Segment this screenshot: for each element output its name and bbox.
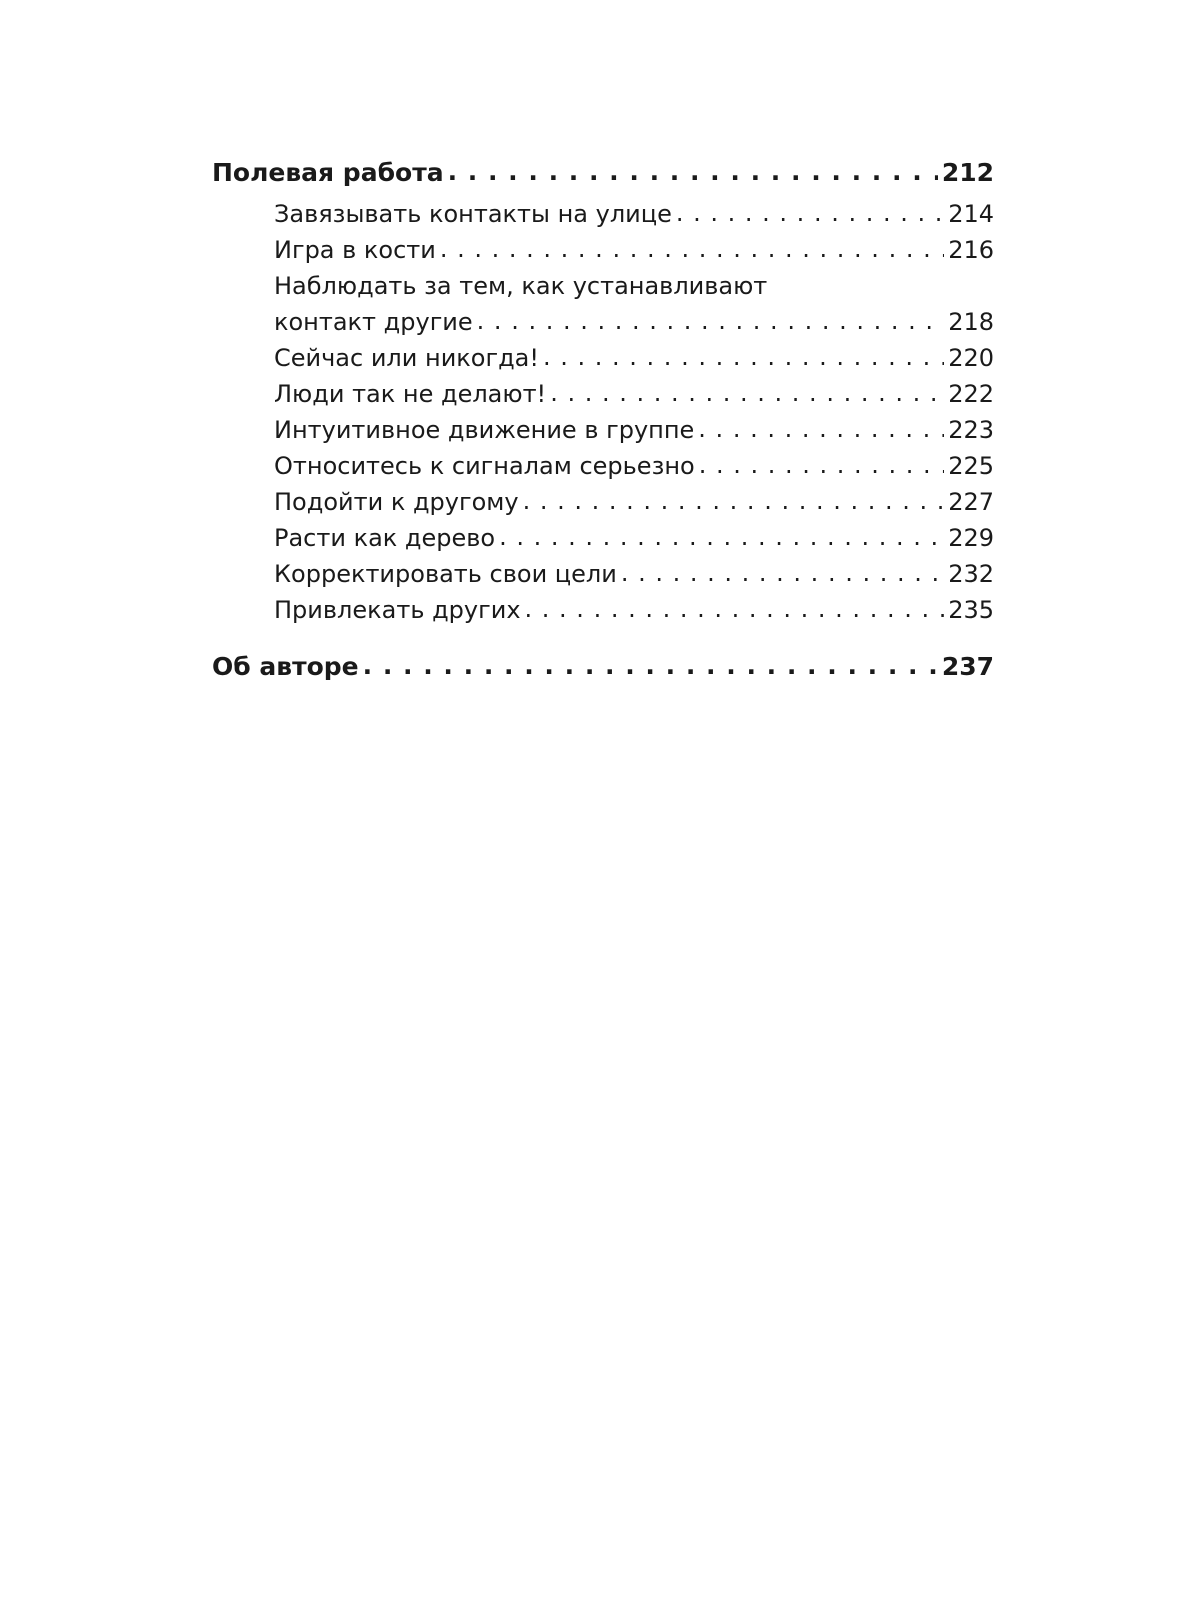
dot-leader bbox=[499, 519, 944, 555]
toc-entry[interactable] bbox=[274, 412, 994, 448]
entry-title: Игра в кости bbox=[274, 236, 436, 264]
toc-entry[interactable] bbox=[274, 376, 994, 412]
page-number: 222 bbox=[948, 380, 994, 408]
dot-leader bbox=[525, 591, 945, 627]
page-number: 218 bbox=[948, 308, 994, 336]
toc-entry[interactable] bbox=[274, 232, 994, 268]
dot-leader bbox=[543, 339, 944, 375]
toc-entry[interactable] bbox=[274, 592, 994, 628]
page-number: 223 bbox=[948, 416, 994, 444]
page-number: 237 bbox=[941, 652, 994, 681]
entry-title: Люди так не делают! bbox=[274, 380, 547, 408]
entry-title: Подойти к другому bbox=[274, 488, 519, 516]
entry-title: контакт другие bbox=[274, 308, 473, 336]
toc-entry[interactable] bbox=[274, 520, 994, 556]
page-number: 227 bbox=[948, 488, 994, 516]
toc-entry[interactable] bbox=[274, 340, 994, 376]
dot-leader bbox=[363, 643, 938, 689]
dot-leader bbox=[440, 231, 944, 267]
entry-title-line1: Наблюдать за тем, как устанавливают bbox=[274, 272, 768, 300]
entry-title: Интуитивное движение в группе bbox=[274, 416, 695, 444]
page-number: 214 bbox=[948, 200, 994, 228]
page-number: 212 bbox=[941, 158, 994, 187]
toc-entries bbox=[212, 196, 994, 628]
toc-entry[interactable] bbox=[274, 448, 994, 484]
entry-title: Привлекать других bbox=[274, 596, 521, 624]
page-number: 220 bbox=[948, 344, 994, 372]
dot-leader bbox=[621, 555, 944, 591]
toc-entry-multiline[interactable] bbox=[274, 268, 994, 340]
toc-entry[interactable] bbox=[274, 556, 994, 592]
table-of-contents bbox=[212, 150, 994, 690]
entry-title: Завязывать контакты на улице bbox=[274, 200, 672, 228]
section-title: Об авторе bbox=[212, 652, 359, 681]
page-number: 216 bbox=[948, 236, 994, 264]
toc-section-field-work[interactable] bbox=[212, 150, 994, 196]
dot-leader bbox=[676, 195, 944, 231]
dot-leader bbox=[699, 447, 944, 483]
toc-section-about-author[interactable] bbox=[212, 644, 994, 690]
dot-leader bbox=[523, 483, 945, 519]
entry-title: Расти как дерево bbox=[274, 524, 496, 552]
dot-leader bbox=[477, 303, 945, 339]
entry-title: Сейчас или никогда! bbox=[274, 344, 539, 372]
entry-title: Корректировать свои цели bbox=[274, 560, 617, 588]
entry-title: Относитесь к сигналам серьезно bbox=[274, 452, 695, 480]
page-number: 235 bbox=[948, 596, 994, 624]
toc-entry-line2 bbox=[274, 304, 994, 340]
page-number: 232 bbox=[948, 560, 994, 588]
dot-leader bbox=[698, 411, 944, 447]
section-title: Полевая работа bbox=[212, 158, 444, 187]
dot-leader bbox=[448, 149, 938, 195]
dot-leader bbox=[550, 375, 944, 411]
page-number: 225 bbox=[948, 452, 994, 480]
page-number: 229 bbox=[948, 524, 994, 552]
toc-entry[interactable] bbox=[274, 484, 994, 520]
toc-entry[interactable] bbox=[274, 196, 994, 232]
